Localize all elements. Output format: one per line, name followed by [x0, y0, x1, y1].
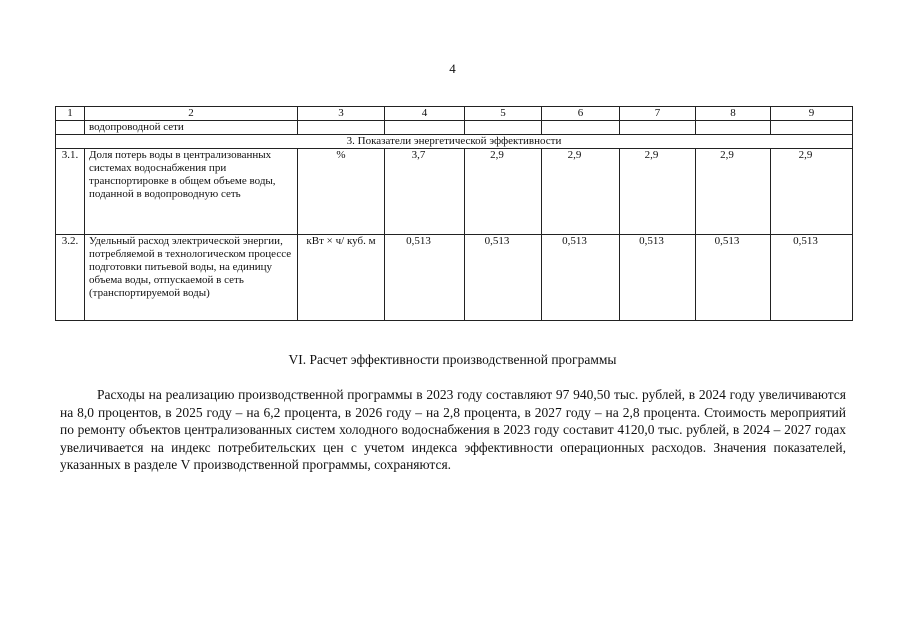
- section-title-row: [56, 135, 853, 149]
- row-value: 0,513: [620, 235, 696, 321]
- row-unit: %: [298, 149, 385, 235]
- header-cell: 3: [298, 107, 385, 121]
- row-value: 0,513: [385, 235, 465, 321]
- section-paragraph: Расходы на реализацию производственной программы в 2023 году составляют 97 940,50 тыс. рублей, в 2024 году увеличиваются на 8,0 процентов, в 2025 году – на 6,2 процента, в 2026 году – на 2,8 процента, в 2027 году – на 2,8 процента. Стоимость мероприятий по ремонту объектов централизованных систем холодного водоснабжения в 2023 году составит 4120,0 тыс. рублей, в 2024 – 2027 годах увеличивается на индекс потребительских цен с учетом индекса эффективности операционных расходов. Значения показателей, указанных в разделе V производственной программы, сохраняются.: [60, 387, 846, 473]
- indicators-table: [55, 106, 853, 321]
- row-value: 2,9: [771, 149, 853, 235]
- table-header-row: [56, 107, 853, 121]
- row-value: 2,9: [542, 149, 620, 235]
- row-value: 3,7: [385, 149, 465, 235]
- row-value: 0,513: [771, 235, 853, 321]
- header-cell: 2: [85, 107, 298, 121]
- table-section-title: 3. Показатели энергетической эффективности: [56, 135, 853, 149]
- continued-row-name: водопроводной сети: [85, 121, 298, 135]
- row-number: 3.2.: [56, 235, 85, 321]
- section-heading: VI. Расчет эффективности производственной программы: [288, 352, 617, 367]
- header-cell: 6: [542, 107, 620, 121]
- header-cell: 1: [56, 107, 85, 121]
- row-value: 2,9: [696, 149, 771, 235]
- row-unit: кВт × ч/ куб. м: [298, 235, 385, 321]
- header-cell: 9: [771, 107, 853, 121]
- row-value: 0,513: [542, 235, 620, 321]
- table-row: [56, 235, 853, 321]
- row-value: 0,513: [696, 235, 771, 321]
- row-value: 0,513: [465, 235, 542, 321]
- row-name: Доля потерь воды в централизованных системах водоснабжения при транспортировке в общем объеме воды, поданной в водопроводную сеть: [85, 149, 298, 235]
- header-cell: 5: [465, 107, 542, 121]
- page-number: 4: [449, 61, 456, 76]
- table-row: [56, 149, 853, 235]
- header-cell: 8: [696, 107, 771, 121]
- row-value: 2,9: [465, 149, 542, 235]
- header-cell: 4: [385, 107, 465, 121]
- row-value: 2,9: [620, 149, 696, 235]
- continued-row: [56, 121, 853, 135]
- header-cell: 7: [620, 107, 696, 121]
- row-name: Удельный расход электрической энергии, потребляемой в технологическом процессе подготовки питьевой воды, на единицу объема воды, отпускаемой в сеть (транспортируемой воды): [85, 235, 298, 321]
- row-number: 3.1.: [56, 149, 85, 235]
